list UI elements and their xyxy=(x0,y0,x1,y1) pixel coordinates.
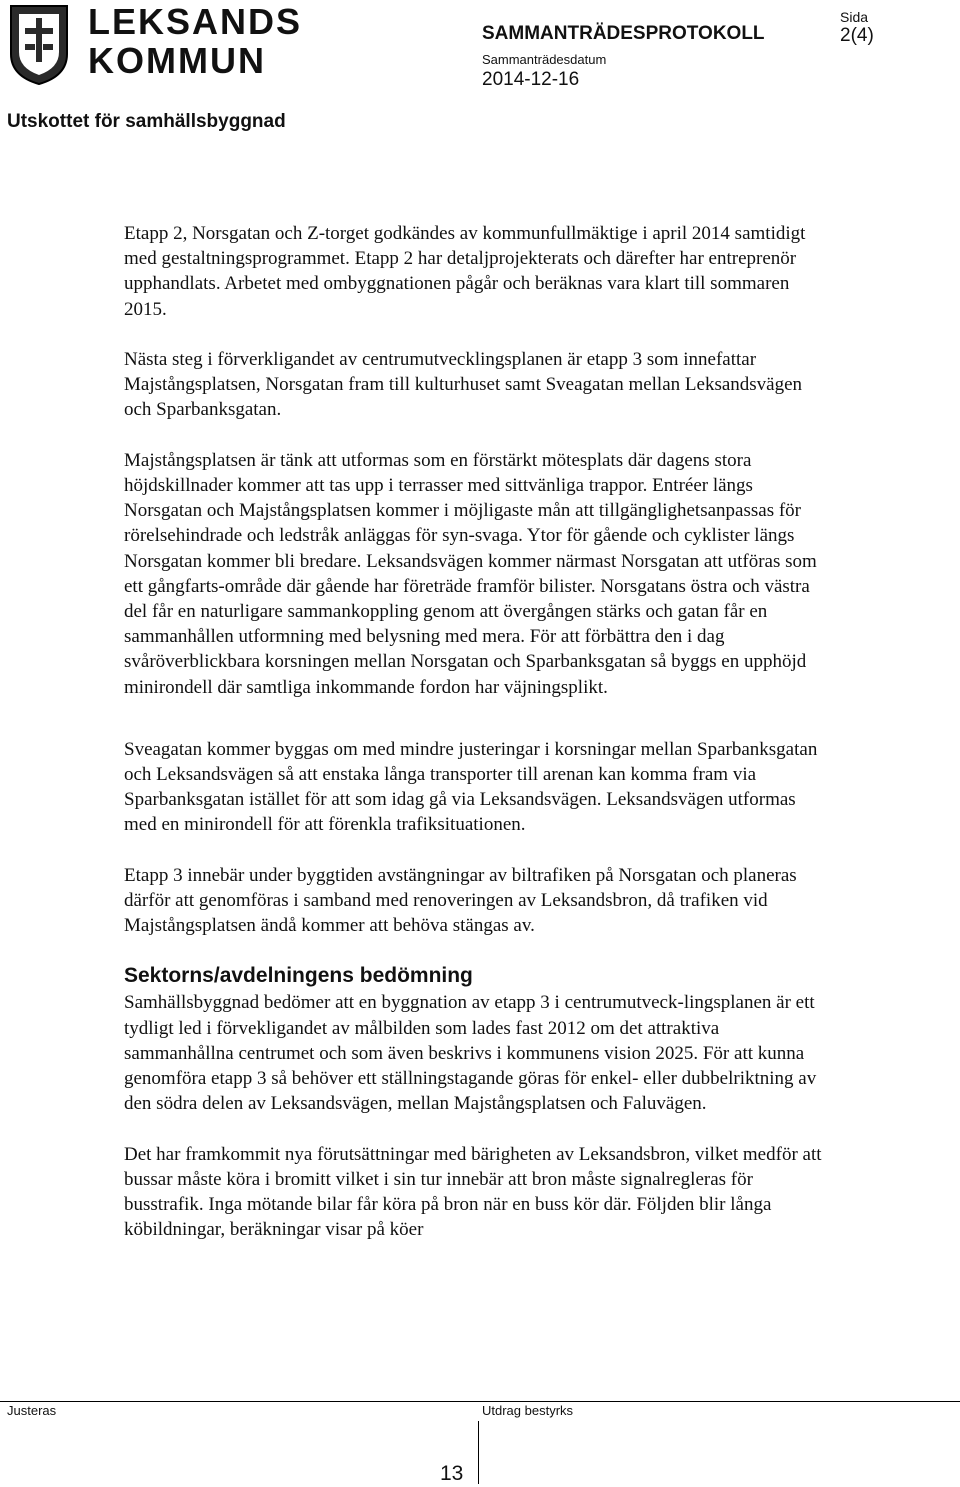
paragraph-bridge: Det har framkommit nya förutsättningar med bärigheten av Leksandsbron, vilket medför att bussar måste köra i bromitt vilket i sin tur innebär att bron måste signalregleras för busstrafik. Inga mötande bilar får köra på bron när en buss kör där. Följden blir långa köbildningar, beräkningar visar på köer xyxy=(124,1143,822,1241)
paragraph-majstangsplatsen: Majstångsplatsen är tänk att utformas som en förstärkt mötesplats där dagens stora höjdskillnader kommer att tas upp i terrasser med sittvänliga trappor. Entréer längs Norsgatan och Majstångsplatsen kommer i möjligaste mån att tillgänglighetsanpassas för rörelsehindrade och ledstråk anläggas för syn-svaga. Ytor för gående och cyklister längs Norsgatan kommer bli bredare. Leksandsvägen kommer närmast Norsgatan att utföras som ett gångfarts-område där gående har företräde framför bilister. Norsgatans östra och västra del får en naturligare sammankoppling genom att övergången stärks och gatan får en sammanhållen utformning med belysning med mera. För att förbättra den i dag svåröverblickbara korsningen mellan Norsgatan och Sparbanksgatan så byggs en upphöjd minirondell där samtliga inkommande fordon har väjningsplikt. xyxy=(124,449,817,698)
footer-signature-box xyxy=(0,1421,479,1484)
committee-name: Utskottet för samhällsbyggnad xyxy=(7,111,286,132)
municipality-crest-icon xyxy=(7,4,71,86)
paragraph-next-step: Nästa steg i förverkligandet av centrumutvecklingsplanen är etapp 3 som innefattar Majstångsplatsen, Norsgatan fram till kulturhuset samt Sveagatan mellan Leksandsvägen och Sparbanksgatan. xyxy=(124,349,803,421)
footer-divider xyxy=(0,1401,960,1402)
section-heading: Sektorns/avdelningens bedömning xyxy=(124,964,473,988)
document-body xyxy=(124,221,824,1242)
meeting-date-label: Sammanträdesdatum xyxy=(482,52,607,67)
footer-justeras-label: Justeras xyxy=(7,1403,57,1418)
page-label: Sida xyxy=(840,9,869,25)
logo-text-line1: LEKSANDS xyxy=(88,1,303,42)
page-number: 2(4) xyxy=(840,25,874,46)
document-type: SAMMANTRÄDESPROTOKOLL xyxy=(482,23,765,44)
meeting-date: 2014-12-16 xyxy=(482,69,580,90)
footer-excerpt-box xyxy=(478,1421,960,1484)
logo-text-line2: KOMMUN xyxy=(88,40,266,81)
paragraph-assessment: Samhällsbyggnad bedömer att en byggnation av etapp 3 i centrumutveck-lingsplanen är ett tydligt led i förvekligandet av målbilden som lades fast 2012 om det attraktiva sammanhållna centrumet och som även beskrivs i kommunens vision 2025. För att kunna genomföra etapp 3 så behöver ett ställningstagande göras för enkel- eller dubbelriktning av den södra delen av Leksandsvägen, mellan Majstångsplatsen och Faluvägen. xyxy=(124,992,817,1115)
paragraph-sveagatan: Sveagatan kommer byggas om med mindre justeringar i korsningar mellan Sparbanksgatan och Leksandsvägen så att enstaka långa transporter till arenan kan komma fram via Sparbanksgatan istället för att som idag gå via Leksandsvägen. Leksandsvägen utformas med en minirondell för att förenkla trafiksituationen. xyxy=(124,738,818,836)
paragraph-etapp2: Etapp 2, Norsgatan och Z-torget godkändes av kommunfullmäktige i april 2014 samtidigt med gestaltningsprogrammet. Etapp 2 har detaljprojekterats och därefter har entreprenör upphandlats. Arbetet med ombyggnationen pågår och beräknas vara klart till sommaren 2015. xyxy=(124,223,806,320)
footer-page-number: 13 xyxy=(440,1462,464,1485)
footer-excerpt-label: Utdrag bestyrks xyxy=(482,1403,574,1418)
paragraph-etapp3: Etapp 3 innebär under byggtiden avstängningar av biltrafiken på Norsgatan och planeras därför att genomföras i samband med renoveringen av Leksandsbron, då trafiken vid Majstångsplatsen ändå kommer att behöva stängas av. xyxy=(124,864,797,937)
